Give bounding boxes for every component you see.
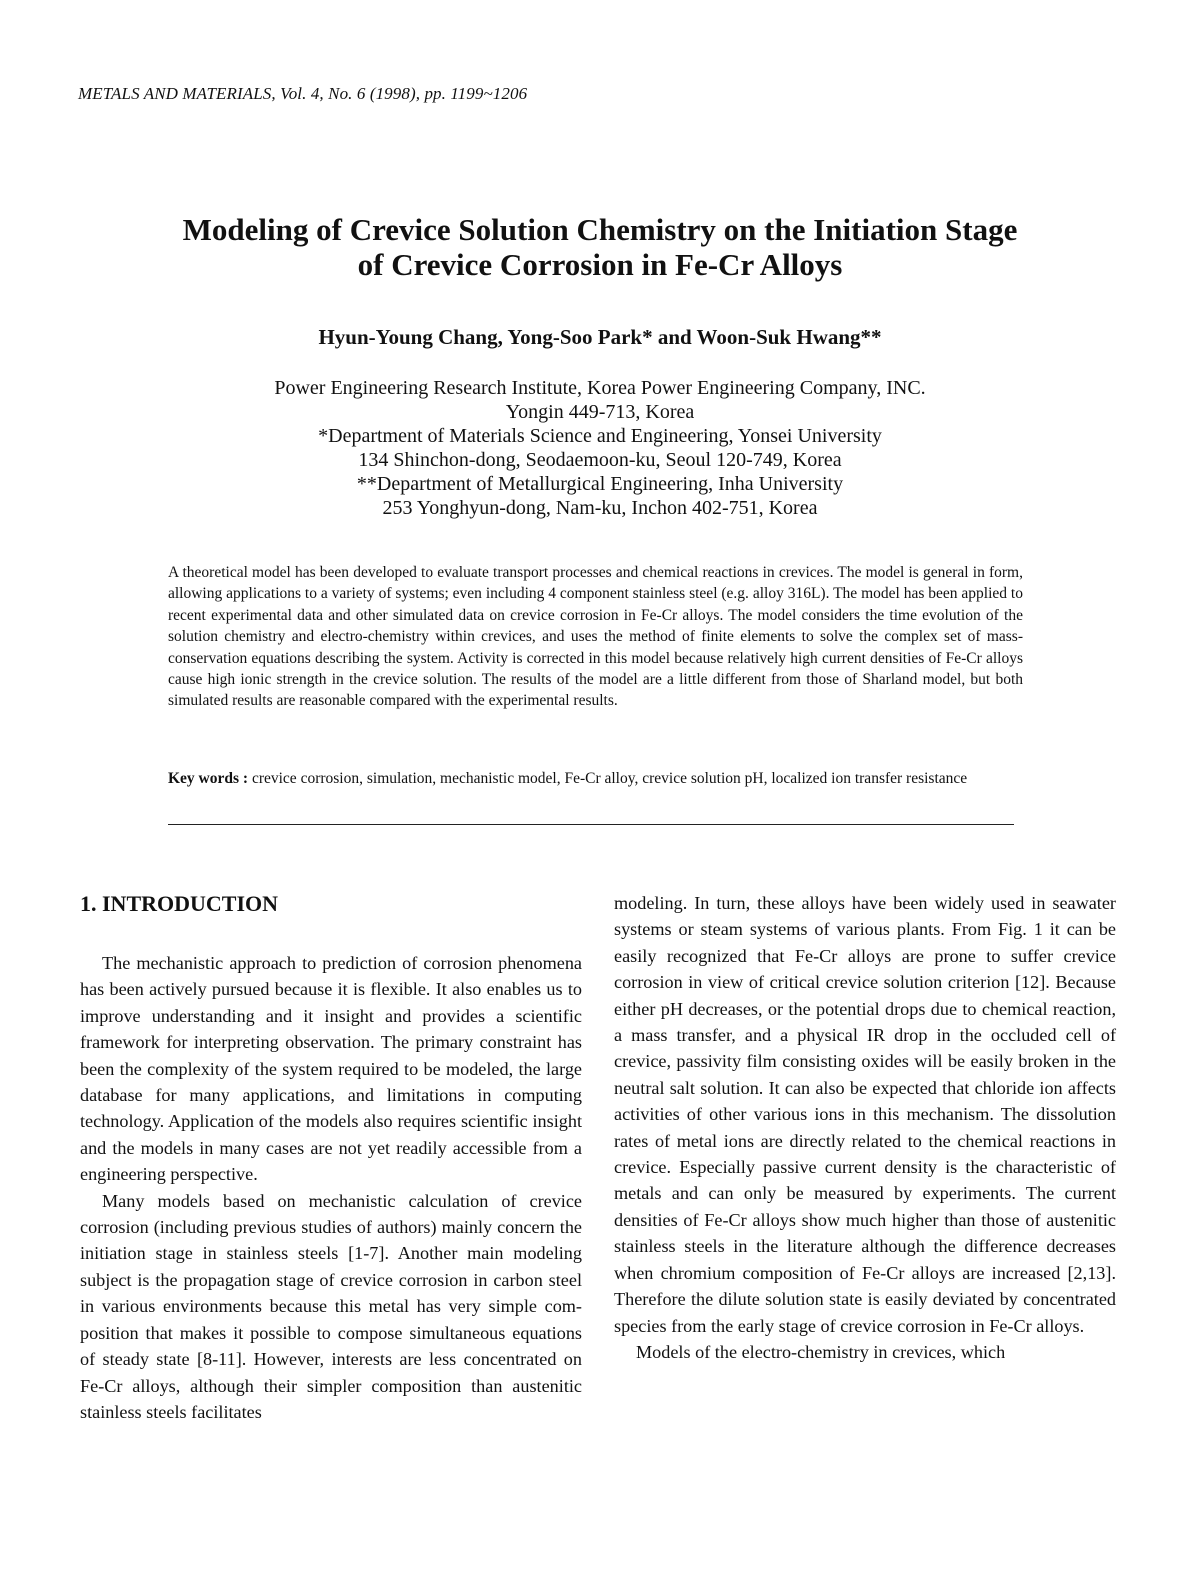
body-paragraph: The mechanistic approach to prediction of corrosion phenomena has been actively pursued because it is flexible. It also enables us to improve understanding and it insight and provides a scientific framework for interpreting observation. The primary constraint has been the complexity of the system required to be modeled, the large database for many applications, and limitations in computing technology. Application of the models also requires scientific insight and the models in many cases are not yet readily accessible from a engineering perspective. bbox=[80, 953, 582, 1185]
journal-citation: METALS AND MATERIALS, Vol. 4, No. 6 (1998), pp. 1199~1206 bbox=[78, 84, 528, 103]
body-paragraph: Many models based on mechanistic calculation of crevice corrosion (including previous studies of authors) mainly concern the initiation stage in stainless steels [1-7]. Another main modeling subject is the propagation stage of crevice corrosion in carbon steel in various environments because this metal has very simple com-position that makes it possible to compose simultaneous equations of steady state [8-11]. However, interests are less concentrated on Fe-Cr alloys, although their simpler composition than austenitic stainless steels facilitates bbox=[80, 1190, 582, 1422]
affiliation-line: Yongin 449-713, Korea bbox=[505, 401, 695, 423]
keywords-label: Key words : bbox=[168, 770, 249, 787]
right-column bbox=[614, 890, 1116, 1365]
body-paragraph: Models of the electro-chemistry in crevices, which bbox=[636, 1341, 1006, 1362]
left-column bbox=[80, 890, 582, 1425]
body-paragraph-continued: modeling. In turn, these alloys have been widely used in seawater systems or steam systems of various plants. From Fig. 1 it can be easily recognized that Fe-Cr alloys are prone to suffer crevice corrosion in view of critical crevice solution criterion [12]. Because either pH decreases, or the potential drops due to chemical reaction, a mass transfer, and a physical IR drop in the occluded cell of crevice, passivity film consisting oxides will be easily broken in the neutral salt solution. It can also be expected that chloride ion affects activities of other various ions in this mechanism. The dissolution rates of metal ions are directly related to the chemical reactions in crevice. Especially passive current density is the characteristic of metals and can only be measured by experiments. The current densities of Fe-Cr alloys show much higher than those of austenitic stainless steels in the literature although the difference decreases when chromium composition of Fe-Cr alloys are increased [2,13]. Therefore the dilute solution state is easily deviated by concentrated species from the early stage of crevice corrosion in Fe-Cr alloys. bbox=[614, 893, 1116, 1336]
affiliation-line: **Department of Metallurgical Engineering, Inha University bbox=[356, 473, 844, 495]
abstract: A theoretical model has been developed to evaluate transport processes and chemical reactions in crevices. The model is general in form, allowing applications to a variety of systems; even including 4 component stainless steel (e.g. alloy 316L). The model has been applied to recent experimental data and other simulated data on crevice corrosion in Fe-Cr alloys. The model considers the time evolution of the solution chemistry and electro-chemistry within crevices, and uses the method of finite elements to solve the complex set of mass-conservation equations describing the system. Activity is corrected in this model because relatively high current densities of Fe-Cr alloys cause high ionic strength in the crevice solution. The results of the model are a little different from those of Sharland model, but both simulated results are reasonable compared with the experimental results. bbox=[168, 564, 1023, 710]
author-list: Hyun-Young Chang, Yong-Soo Park* and Woon-Suk Hwang** bbox=[318, 325, 882, 349]
affiliation-line: *Department of Materials Science and Engineering, Yonsei University bbox=[318, 425, 882, 447]
paper-title bbox=[100, 212, 1100, 282]
affiliation-line: Power Engineering Research Institute, Korea Power Engineering Company, INC. bbox=[274, 377, 926, 399]
affiliations bbox=[100, 376, 1100, 520]
paper-title-line-1: Modeling of Crevice Solution Chemistry on the Initiation Stage bbox=[182, 212, 1018, 247]
paper-title-line-2: of Crevice Corrosion in Fe-Cr Alloys bbox=[357, 247, 843, 282]
keywords-text: crevice corrosion, simulation, mechanistic model, Fe-Cr alloy, crevice solution pH, localized ion transfer resistance bbox=[251, 770, 968, 787]
section-divider bbox=[168, 824, 1014, 825]
affiliation-line: 253 Yonghyun-dong, Nam-ku, Inchon 402-751, Korea bbox=[382, 497, 818, 519]
affiliation-line: 134 Shinchon-dong, Seodaemoon-ku, Seoul 120-749, Korea bbox=[358, 449, 842, 471]
section-heading-introduction: 1. INTRODUCTION bbox=[80, 891, 279, 916]
keywords bbox=[168, 768, 1023, 789]
